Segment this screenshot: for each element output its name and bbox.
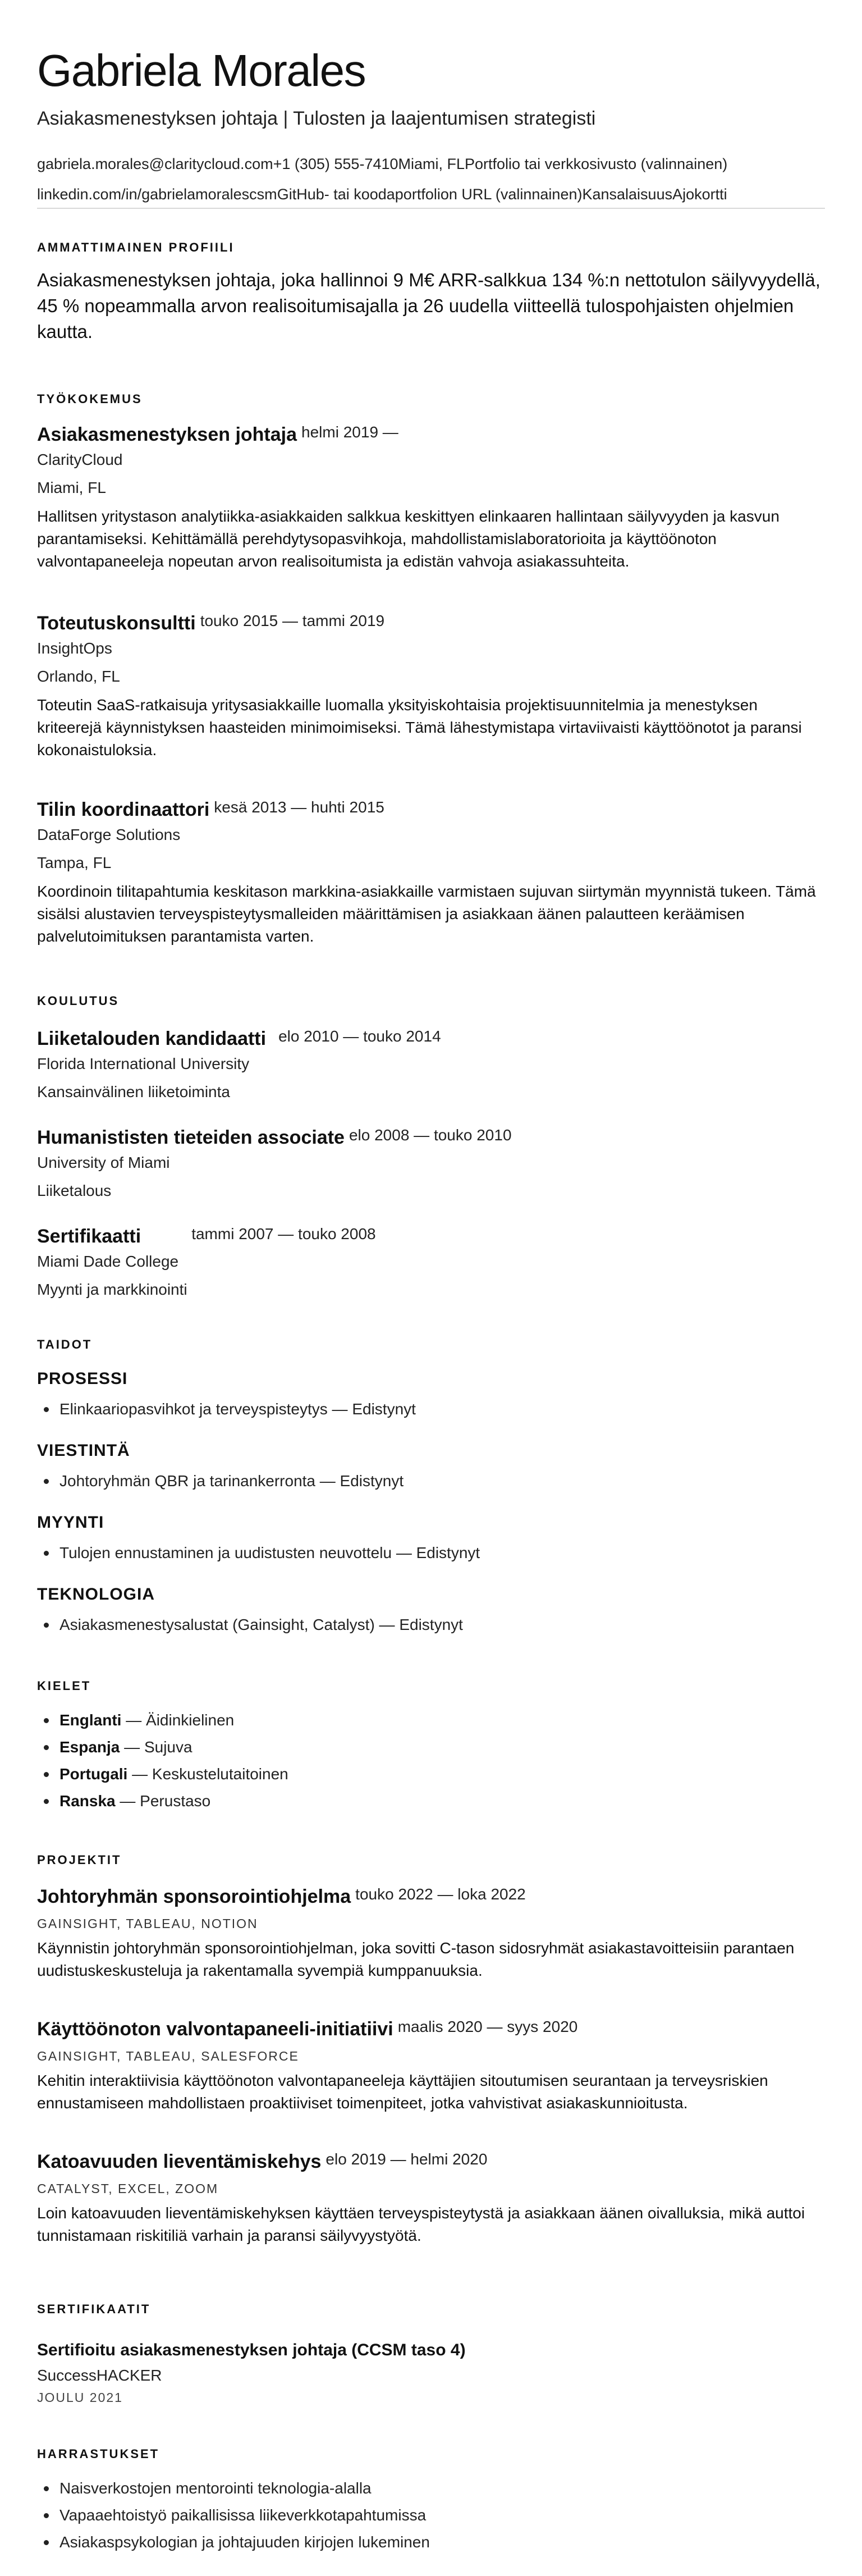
skill-category: VIESTINTÄ — [37, 1441, 130, 1460]
certifications-heading: SERTIFIKAATIT — [37, 2302, 151, 2316]
contact-line-1 — [37, 154, 825, 174]
skill-category: MYYNTI — [37, 1513, 104, 1532]
skill-item: Tulojen ennustaminen ja uudistusten neuvottelu — Edistynyt — [59, 1540, 825, 1566]
job-company: ClarityCloud — [37, 451, 123, 468]
profile-section — [37, 240, 825, 345]
project-title: Johtoryhmän sponsorointiohjelma — [37, 1886, 351, 1907]
contact-driving-licence: Ajokortti — [672, 186, 727, 203]
job-title: Toteutuskonsultti — [37, 613, 196, 634]
hobbies-heading: HARRASTUKSET — [37, 2447, 160, 2461]
language-item — [59, 1707, 825, 1734]
language-item — [59, 1734, 825, 1761]
language-name: Ranska — [59, 1792, 116, 1810]
job-dates: touko 2015 — tammi 2019 — [200, 612, 385, 629]
projects-section — [37, 1853, 825, 1867]
skill-item: Asiakasmenestysalustat (Gainsight, Catalyst) — Edistynyt — [59, 1611, 825, 1638]
project-entry — [37, 2149, 825, 2247]
profile-heading: AMMATTIMAINEN PROFIILI — [37, 240, 235, 254]
education-heading: KOULUTUS — [37, 994, 120, 1008]
contact-line-2 — [37, 184, 825, 209]
project-title: Katoavuuden lieventämiskehys — [37, 2151, 322, 2172]
experience-entry — [37, 611, 825, 761]
project-description: Kehitin interaktiivisia käyttöönoton valvontapaneeleja käyttäjien sitoutumisen seurantaan ja terveysriskien ennustamiseen mahdollistaen proaktiiviset toimenpiteet, jotka vahvistivat asiakaskunnioitusta. — [37, 2072, 768, 2112]
certification-date: JOULU 2021 — [37, 2390, 123, 2405]
project-dates: touko 2022 — loka 2022 — [355, 1885, 526, 1903]
degree-dates: elo 2008 — touko 2010 — [349, 1126, 512, 1144]
project-dates: maalis 2020 — syys 2020 — [397, 2018, 578, 2035]
skill-item: Johtoryhmän QBR ja tarinankerronta — Edistynyt — [59, 1468, 825, 1495]
job-company: DataForge Solutions — [37, 826, 181, 843]
language-name: Englanti — [59, 1711, 122, 1729]
job-company: InsightOps — [37, 640, 112, 657]
language-level: — Keskustelutaitoinen — [127, 1765, 288, 1783]
degree-title: Liiketalouden kandidaatti — [37, 1028, 267, 1049]
language-item — [59, 1788, 825, 1815]
language-level: — Äidinkielinen — [121, 1711, 235, 1729]
project-tags: CATALYST, EXCEL, ZOOM — [37, 2181, 219, 2196]
job-title: Tilin koordinaattori — [37, 799, 210, 820]
degree-school: Miami Dade College — [37, 1253, 179, 1270]
job-location: Miami, FL — [37, 479, 106, 496]
job-location: Tampa, FL — [37, 854, 112, 871]
certification-issuer: SuccessHACKER — [37, 2367, 162, 2384]
job-description: Toteutin SaaS-ratkaisuja yritysasiakkaille luomalla yksityiskohtaisia projektisuunnitelmia ja menestyksen kriteerejä käynnistyksen haasteiden minimoimiseksi. Tämä lähestymistapa virtaviivaisti käyttöönotot ja paransi kokonaistuloksia. — [37, 696, 802, 759]
degree-title: Humanististen tieteiden associate — [37, 1127, 345, 1148]
language-level: — Perustaso — [115, 1792, 211, 1810]
project-title: Käyttöönoton valvontapaneeli-initiatiivi — [37, 2018, 393, 2040]
language-level: — Sujuva — [120, 1738, 192, 1756]
experience-entry — [37, 797, 825, 948]
skill-group — [37, 1511, 825, 1566]
project-description: Loin katoavuuden lieventämiskehyksen käyttäen terveyspisteytystä ja asiakkaan äänen oivalluksia, mikä auttoi tunnistamaan riskitiliä varhain ja paransi säilyvyystyötä. — [37, 2204, 805, 2244]
hobby-item: Vapaaehtoistyö paikallisissa liikeverkkotapahtumissa — [59, 2502, 825, 2529]
projects-heading: PROJEKTIT — [37, 1853, 122, 1867]
job-dates: helmi 2019 — — [301, 423, 398, 441]
candidate-headline: Asiakasmenestyksen johtaja | Tulosten ja laajentumisen strategisti — [37, 108, 596, 129]
project-entry — [37, 1884, 825, 1982]
job-location: Orlando, FL — [37, 668, 120, 685]
job-dates: kesä 2013 — huhti 2015 — [214, 798, 384, 816]
hobby-item: Asiakaspsykologian ja johtajuuden kirjojen lukeminen — [59, 2529, 825, 2556]
candidate-name: Gabriela Morales — [37, 45, 366, 95]
skill-group — [37, 1440, 825, 1495]
skills-section — [37, 1337, 825, 1352]
degree-field: Kansainvälinen liiketoiminta — [37, 1083, 230, 1100]
education-section — [37, 994, 825, 1008]
profile-summary: Asiakasmenestyksen johtaja, joka hallinnoi 9 M€ ARR-salkkua 134 %:n nettotulon säilyvyydellä, 45 % nopeammalla arvon realisoitumisajalla ja 26 uudella viitteellä tulospohjaisten ohjelmien kautta. — [37, 270, 820, 342]
languages-heading: KIELET — [37, 1679, 91, 1693]
contact-citizenship: Kansalaisuus — [582, 186, 673, 203]
experience-entry — [37, 422, 825, 573]
skills-heading: TAIDOT — [37, 1337, 93, 1351]
project-entry — [37, 2017, 825, 2114]
education-entry — [37, 1125, 825, 1202]
certifications-section — [37, 2302, 825, 2406]
education-entry — [37, 1224, 825, 1300]
skill-category: PROSESSI — [37, 1369, 128, 1388]
education-entry — [37, 1026, 825, 1103]
degree-field: Liiketalous — [37, 1182, 112, 1199]
contact-phone[interactable]: +1 (305) 555-7410 — [273, 156, 398, 172]
hobbies-section — [37, 2447, 825, 2556]
degree-school: Florida International University — [37, 1055, 250, 1072]
language-name: Espanja — [59, 1738, 120, 1756]
contact-email[interactable]: gabriela.morales@claritycloud.com — [37, 156, 273, 172]
project-tags: GAINSIGHT, TABLEAU, SALESFORCE — [37, 2049, 299, 2063]
hobby-item: Naisverkostojen mentorointi teknologia-alalla — [59, 2475, 825, 2502]
certification-name: Sertifioitu asiakasmenestyksen johtaja (CCSM taso 4) — [37, 2341, 466, 2359]
contact-github[interactable]: GitHub- tai koodaportfolion URL (valinnainen) — [277, 186, 583, 203]
experience-heading: TYÖKOKEMUS — [37, 392, 143, 406]
project-description: Käynnistin johtoryhmän sponsorointiohjelman, joka sovitti C-tason sidosryhmät asiakastavoitteisiin parantaen uudistuskeskusteluja ja rakentamalla syvempiä kumppanuuksia. — [37, 1939, 795, 1979]
job-title: Asiakasmenestyksen johtaja — [37, 424, 297, 445]
language-name: Portugali — [59, 1765, 128, 1783]
contact-location: Miami, FL — [398, 156, 465, 172]
job-description: Koordinoin tilitapahtumia keskitason markkina-asiakkaille varmistaen sujuvan siirtymän myynnistä tukeen. Tämä sisälsi alustavien terveyspisteytysmalleiden määrittämisen ja asiakkaan äänen palautteen keräämisen palvelutoimituksen parantamista varten. — [37, 883, 816, 945]
degree-field: Myynti ja markkinointi — [37, 1281, 187, 1298]
experience-section — [37, 392, 825, 407]
contact-portfolio[interactable]: Portfolio tai verkkosivusto (valinnainen) — [465, 156, 728, 172]
skill-item: Elinkaariopasvihkot ja terveyspisteytys — Edistynyt — [59, 1396, 825, 1423]
degree-school: University of Miami — [37, 1154, 170, 1171]
degree-dates: elo 2010 — touko 2014 — [278, 1027, 441, 1045]
skill-category: TEKNOLOGIA — [37, 1585, 155, 1604]
language-item — [59, 1761, 825, 1788]
languages-section — [37, 1679, 825, 1815]
contact-linkedin[interactable]: linkedin.com/in/gabrielamoralescsm — [37, 186, 277, 203]
project-dates: elo 2019 — helmi 2020 — [325, 2150, 488, 2168]
skill-group — [37, 1583, 825, 1638]
job-description: Hallitsen yritystason analytiikka-asiakkaiden salkkua keskittyen elinkaaren hallintaan säilyvyyden ja kasvun parantamiseksi. Kehittämällä perehdytysopasvihkoja, mahdollistamislaboratorioita ja käyttöönoton valvontapaneeleja nopeutan arvon realisoitumista ja edistän vahvoja asiakassuhteita. — [37, 508, 780, 570]
degree-dates: tammi 2007 — touko 2008 — [191, 1225, 376, 1243]
project-tags: GAINSIGHT, TABLEAU, NOTION — [37, 1916, 258, 1931]
skill-group — [37, 1368, 825, 1423]
degree-title: Sertifikaatti — [37, 1226, 141, 1247]
